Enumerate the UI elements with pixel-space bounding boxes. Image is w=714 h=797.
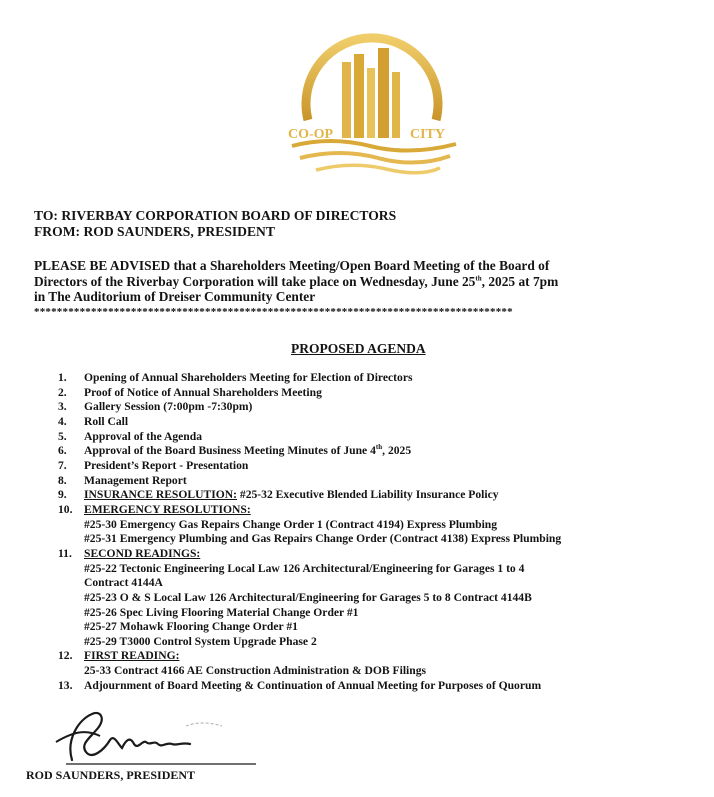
- logo-text-right: CITY: [410, 127, 446, 142]
- item-number: 3.: [58, 400, 67, 414]
- notice-line-3: in The Auditorium of Dreiser Community Center: [34, 289, 316, 304]
- sub-item: 25-33 Contract 4166 AE Construction Administration & DOB Filings: [84, 664, 427, 678]
- item-number: 4.: [58, 414, 67, 428]
- meeting-notice: [34, 258, 714, 305]
- agenda-item: [58, 474, 708, 489]
- agenda-list: [58, 371, 708, 693]
- item-number: 8.: [58, 473, 67, 487]
- notice-sup: th: [475, 274, 482, 283]
- item-label: SECOND READINGS:: [84, 546, 201, 560]
- signature: [26, 700, 316, 775]
- sub-item: #25-23 O & S Local Law 126 Architectural/Engineering for Garages 5 to 8 Contract 4144B: [84, 590, 532, 604]
- item-text: Proof of Notice of Annual Shareholders Meeting: [84, 385, 322, 399]
- item-sup: th: [375, 443, 383, 452]
- agenda-item: [58, 547, 708, 562]
- item-text: Adjournment of Board Meeting & Continuation of Annual Meeting for Purposes of Quorum: [84, 678, 542, 692]
- item-text: [84, 488, 708, 503]
- item-text: Approval of the Agenda: [84, 429, 202, 443]
- agenda-item: [58, 444, 708, 459]
- item-number: 6.: [58, 444, 67, 458]
- logo-text-left: CO-OP: [288, 127, 334, 142]
- notice-line-2: [34, 274, 714, 290]
- agenda-item: [58, 386, 708, 401]
- signature-name: ROD SAUNDERS, PRESIDENT: [26, 768, 196, 782]
- item-text: Roll Call: [84, 414, 129, 428]
- co-op-city-logo: [270, 28, 470, 188]
- item-text-a: Approval of the Board Business Meeting Minutes of June 4: [84, 444, 376, 458]
- notice-line-2-b: , 2025 at 7pm: [481, 273, 559, 289]
- separator: ************************************************************************************: [34, 306, 513, 318]
- sub-item: #25-29 T3000 Control System Upgrade Phase 2: [84, 634, 317, 648]
- agenda-title: PROPOSED AGENDA: [291, 341, 426, 356]
- item-text: Gallery Session (7:00pm -7:30pm): [84, 400, 253, 414]
- sub-item: #25-27 Mohawk Flooring Change Order #1: [84, 620, 298, 634]
- sub-item: #25-26 Spec Living Flooring Material Change Order #1: [84, 605, 359, 619]
- notice-line-1: PLEASE BE ADVISED that a Shareholders Meeting/Open Board Meeting of the Board of: [34, 258, 550, 273]
- agenda-item: [58, 488, 708, 503]
- agenda-item: [58, 679, 708, 694]
- agenda-item: [58, 430, 708, 445]
- item-number: 9.: [58, 488, 67, 502]
- agenda-item: [58, 400, 708, 415]
- item-text: Management Report: [84, 473, 187, 487]
- from-line: FROM: ROD SAUNDERS, PRESIDENT: [34, 224, 275, 239]
- agenda-item: [58, 415, 708, 430]
- item-number: 12.: [58, 649, 73, 663]
- item-number: 5.: [58, 429, 67, 443]
- item-text: Opening of Annual Shareholders Meeting for Election of Directors: [84, 371, 413, 384]
- item-number: 11.: [58, 546, 72, 560]
- sub-item: #25-22 Tectonic Engineering Local Law 126 Architectural/Engineering for Garages 1 to 4: [84, 561, 525, 575]
- item-label: INSURANCE RESOLUTION:: [84, 488, 238, 502]
- item-number: 10.: [58, 502, 73, 516]
- sub-item: #25-30 Emergency Gas Repairs Change Order 1 (Contract 4194) Express Plumbing: [84, 517, 498, 531]
- sub-item: Contract 4144A: [84, 576, 163, 590]
- notice-line-2-a: Directors of the Riverbay Corporation will take place on Wednesday, June 25: [34, 273, 476, 289]
- item-text: [84, 444, 708, 459]
- agenda-item: [58, 371, 708, 386]
- item-number: 1.: [58, 371, 67, 384]
- agenda-item: [58, 503, 708, 518]
- item-text: President’s Report - Presentation: [84, 458, 249, 472]
- item-number: 13.: [58, 678, 73, 692]
- item-text-b: , 2025: [382, 444, 412, 458]
- agenda-item: [58, 649, 708, 664]
- sub-item: #25-31 Emergency Plumbing and Gas Repairs Change Order (Contract 4138) Express Plumbing: [84, 532, 562, 546]
- item-detail: #25-32 Executive Blended Liability Insurance Policy: [237, 488, 499, 502]
- agenda-item: [58, 459, 708, 474]
- to-line: TO: RIVERBAY CORPORATION BOARD OF DIRECTORS: [34, 208, 397, 223]
- item-label: EMERGENCY RESOLUTIONS:: [84, 502, 251, 516]
- item-number: 7.: [58, 458, 67, 472]
- item-label: FIRST READING:: [84, 649, 180, 663]
- item-number: 2.: [58, 385, 67, 399]
